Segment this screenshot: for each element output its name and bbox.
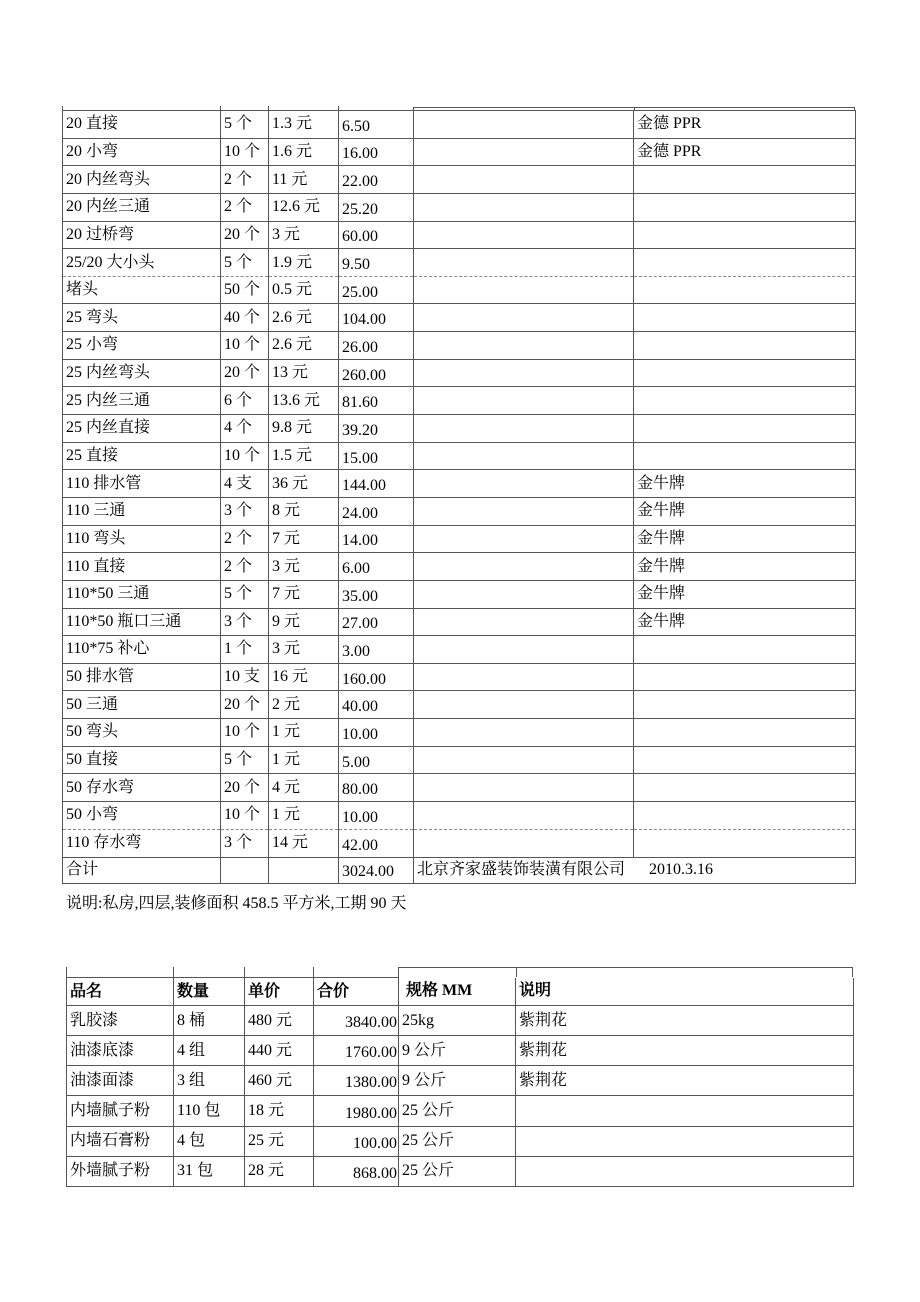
item-name-cell: 20 内丝弯头 xyxy=(63,166,221,194)
total-cell: 26.00 xyxy=(339,332,414,360)
unit-price-cell: 1.5 元 xyxy=(269,442,339,470)
spec-cell xyxy=(414,608,634,636)
table-row xyxy=(63,497,856,525)
header-product-name: 品名 xyxy=(67,978,174,1006)
table-row xyxy=(63,166,856,194)
total-cell: 5.00 xyxy=(339,746,414,774)
unit-price-cell: 2.6 元 xyxy=(269,304,339,332)
item-name-cell: 110 弯头 xyxy=(63,525,221,553)
item-name-cell: 内墙腻子粉 xyxy=(67,1096,174,1126)
item-name-cell: 50 直接 xyxy=(63,746,221,774)
brand-cell: 金牛牌 xyxy=(634,497,856,525)
table-row xyxy=(63,636,856,664)
border-stub xyxy=(173,967,174,977)
quantity-cell: 4 包 xyxy=(174,1126,245,1156)
paint-table-wrap xyxy=(66,977,853,1187)
note-cell: 紫荆花 xyxy=(516,1066,854,1096)
spec-cell: 9 公斤 xyxy=(399,1066,516,1096)
total-cell: 16.00 xyxy=(339,138,414,166)
spec-cell: 25 公斤 xyxy=(399,1156,516,1186)
raised-border-box xyxy=(398,967,853,977)
quantity-cell: 2 个 xyxy=(221,166,269,194)
item-name-cell: 油漆面漆 xyxy=(67,1066,174,1096)
unit-price-cell: 480 元 xyxy=(245,1006,314,1036)
total-cell: 80.00 xyxy=(339,774,414,802)
quantity-cell: 40 个 xyxy=(221,304,269,332)
quantity-cell: 5 个 xyxy=(221,580,269,608)
quantity-cell xyxy=(221,857,269,883)
pipe-fittings-table xyxy=(62,110,856,884)
quantity-cell: 3 个 xyxy=(221,608,269,636)
unit-price-cell: 1.6 元 xyxy=(269,138,339,166)
unit-price-cell: 13 元 xyxy=(269,359,339,387)
quantity-cell: 20 个 xyxy=(221,359,269,387)
item-name-cell: 20 内丝三通 xyxy=(63,193,221,221)
border-stub xyxy=(244,967,245,977)
item-name-cell: 110*50 瓶口三通 xyxy=(63,608,221,636)
item-name-cell: 25 弯头 xyxy=(63,304,221,332)
quantity-cell: 3 组 xyxy=(174,1066,245,1096)
quantity-cell: 10 个 xyxy=(221,802,269,830)
brand-cell: 金牛牌 xyxy=(634,525,856,553)
unit-price-cell: 25 元 xyxy=(245,1126,314,1156)
table-row xyxy=(63,359,856,387)
unit-price-cell: 13.6 元 xyxy=(269,387,339,415)
spec-cell xyxy=(414,442,634,470)
unit-price-cell: 12.6 元 xyxy=(269,193,339,221)
paint-rows xyxy=(67,1006,854,1187)
total-cell: 1980.00 xyxy=(314,1096,399,1126)
quantity-cell: 5 个 xyxy=(221,249,269,277)
spec-cell xyxy=(414,746,634,774)
total-cell: 15.00 xyxy=(339,442,414,470)
spec-cell xyxy=(414,525,634,553)
quantity-cell: 3 个 xyxy=(221,829,269,857)
total-cell: 3840.00 xyxy=(314,1006,399,1036)
spec-cell xyxy=(414,415,634,443)
brand-cell xyxy=(634,332,856,360)
total-cell: 24.00 xyxy=(339,497,414,525)
item-name-cell: 110 三通 xyxy=(63,497,221,525)
total-cell: 6.00 xyxy=(339,553,414,581)
quantity-cell: 4 个 xyxy=(221,415,269,443)
spec-cell xyxy=(414,497,634,525)
item-name-cell: 110*50 三通 xyxy=(63,580,221,608)
spec-cell xyxy=(414,221,634,249)
brand-cell xyxy=(634,249,856,277)
header-unit-price: 单价 xyxy=(245,978,314,1006)
brand-cell xyxy=(634,221,856,249)
unit-price-cell: 1.9 元 xyxy=(269,249,339,277)
header-total: 合价 xyxy=(314,978,399,1006)
unit-price-cell: 16 元 xyxy=(269,663,339,691)
table-row xyxy=(67,1006,854,1036)
quantity-cell: 5 个 xyxy=(221,111,269,139)
item-name-cell: 25 内丝直接 xyxy=(63,415,221,443)
quantity-cell: 10 个 xyxy=(221,138,269,166)
quantity-cell: 20 个 xyxy=(221,774,269,802)
item-name-cell: 油漆底漆 xyxy=(67,1036,174,1066)
table-row xyxy=(67,1096,854,1126)
raised-border-divider xyxy=(634,108,635,110)
brand-cell xyxy=(634,691,856,719)
total-cell: 40.00 xyxy=(339,691,414,719)
table-row xyxy=(63,719,856,747)
total-cell: 42.00 xyxy=(339,829,414,857)
item-name-cell: 20 小弯 xyxy=(63,138,221,166)
brand-cell xyxy=(634,774,856,802)
border-stub xyxy=(338,106,339,110)
brand-cell xyxy=(634,636,856,664)
table-row xyxy=(63,470,856,498)
total-label-cell: 合计 xyxy=(63,857,221,883)
table-row xyxy=(63,442,856,470)
quantity-cell: 110 包 xyxy=(174,1096,245,1126)
brand-cell xyxy=(634,719,856,747)
header-row xyxy=(67,978,854,1006)
quantity-cell: 31 包 xyxy=(174,1156,245,1186)
brand-cell: 金牛牌 xyxy=(634,470,856,498)
total-cell: 27.00 xyxy=(339,608,414,636)
quantity-cell: 4 支 xyxy=(221,470,269,498)
item-name-cell: 50 存水弯 xyxy=(63,774,221,802)
quantity-cell: 2 个 xyxy=(221,525,269,553)
spec-cell xyxy=(414,332,634,360)
grand-total-row xyxy=(63,857,856,883)
table-row xyxy=(63,525,856,553)
table-row xyxy=(63,774,856,802)
total-cell: 1760.00 xyxy=(314,1036,399,1066)
quantity-cell: 2 个 xyxy=(221,553,269,581)
brand-cell: 金德 PPR xyxy=(634,138,856,166)
item-name-cell: 堵头 xyxy=(63,276,221,304)
table-row xyxy=(63,608,856,636)
spec-cell xyxy=(414,719,634,747)
item-name-cell: 50 小弯 xyxy=(63,802,221,830)
item-name-cell: 20 过桥弯 xyxy=(63,221,221,249)
spec-cell: 9 公斤 xyxy=(399,1036,516,1066)
unit-price-cell: 9 元 xyxy=(269,608,339,636)
quantity-cell: 5 个 xyxy=(221,746,269,774)
total-cell: 10.00 xyxy=(339,719,414,747)
item-name-cell: 内墙石膏粉 xyxy=(67,1126,174,1156)
quantity-cell: 2 个 xyxy=(221,193,269,221)
unit-price-cell: 440 元 xyxy=(245,1036,314,1066)
brand-cell xyxy=(634,829,856,857)
quantity-cell: 8 桶 xyxy=(174,1006,245,1036)
quantity-cell: 50 个 xyxy=(221,276,269,304)
spec-cell xyxy=(414,359,634,387)
brand-cell xyxy=(634,304,856,332)
spec-cell xyxy=(414,636,634,664)
paint-table xyxy=(66,977,854,1187)
company-name: 北京齐家盛装饰装潢有限公司 xyxy=(417,861,626,879)
spec-cell xyxy=(414,691,634,719)
item-name-cell: 20 直接 xyxy=(63,111,221,139)
brand-cell xyxy=(634,442,856,470)
border-stub xyxy=(313,967,314,977)
unit-price-cell: 0.5 元 xyxy=(269,276,339,304)
brand-cell: 金牛牌 xyxy=(634,553,856,581)
unit-price-cell: 460 元 xyxy=(245,1066,314,1096)
unit-price-cell: 1 元 xyxy=(269,719,339,747)
border-stub xyxy=(220,106,221,110)
spec-cell xyxy=(414,304,634,332)
item-name-cell: 110 排水管 xyxy=(63,470,221,498)
total-cell: 35.00 xyxy=(339,580,414,608)
total-cell: 81.60 xyxy=(339,387,414,415)
spec-cell xyxy=(414,249,634,277)
quantity-cell: 10 个 xyxy=(221,332,269,360)
item-name-cell: 25 直接 xyxy=(63,442,221,470)
total-cell: 25.20 xyxy=(339,193,414,221)
item-name-cell: 25 内丝弯头 xyxy=(63,359,221,387)
item-name-cell: 110 直接 xyxy=(63,553,221,581)
table-row xyxy=(63,802,856,830)
table-row xyxy=(63,332,856,360)
brand-cell xyxy=(634,746,856,774)
spec-cell: 25kg xyxy=(399,1006,516,1036)
brand-cell xyxy=(634,276,856,304)
unit-price-cell: 1 元 xyxy=(269,802,339,830)
spec-cell xyxy=(414,138,634,166)
unit-price-cell xyxy=(269,857,339,883)
total-cell: 3.00 xyxy=(339,636,414,664)
total-cell: 104.00 xyxy=(339,304,414,332)
unit-price-cell: 28 元 xyxy=(245,1156,314,1186)
spec-cell xyxy=(414,387,634,415)
unit-price-cell: 2 元 xyxy=(269,691,339,719)
spec-cell: 25 公斤 xyxy=(399,1126,516,1156)
item-name-cell: 25/20 大小头 xyxy=(63,249,221,277)
spec-cell xyxy=(414,276,634,304)
table-row xyxy=(63,580,856,608)
brand-cell: 金牛牌 xyxy=(634,580,856,608)
total-cell: 144.00 xyxy=(339,470,414,498)
date-text: 2010.3.16 xyxy=(649,861,714,879)
note-line: 说明:私房,四层,装修面积 458.5 平方米,工期 90 天 xyxy=(66,895,407,912)
header-spec: 规格 MM xyxy=(399,978,516,1006)
header-note: 说明 xyxy=(516,978,854,1006)
table-row xyxy=(67,1066,854,1096)
table-row xyxy=(63,111,856,139)
table-row xyxy=(67,1036,854,1066)
table-row xyxy=(67,1156,854,1186)
border-stub xyxy=(66,967,67,977)
spec-cell xyxy=(414,111,634,139)
total-cell: 25.00 xyxy=(339,276,414,304)
item-name-cell: 50 三通 xyxy=(63,691,221,719)
quantity-cell: 10 个 xyxy=(221,442,269,470)
unit-price-cell: 3 元 xyxy=(269,636,339,664)
total-cell: 868.00 xyxy=(314,1156,399,1186)
company-date-cell xyxy=(414,857,856,883)
grand-total-cell: 3024.00 xyxy=(339,857,414,883)
paint-table-header xyxy=(67,978,854,1006)
table-row xyxy=(63,193,856,221)
note-cell xyxy=(516,1156,854,1186)
quantity-cell: 6 个 xyxy=(221,387,269,415)
item-name-cell: 25 小弯 xyxy=(63,332,221,360)
brand-cell xyxy=(634,415,856,443)
brand-cell xyxy=(634,359,856,387)
table-row xyxy=(63,304,856,332)
raised-border-box xyxy=(413,107,855,110)
brand-cell xyxy=(634,166,856,194)
brand-cell xyxy=(634,802,856,830)
table-row xyxy=(63,387,856,415)
total-cell: 1380.00 xyxy=(314,1066,399,1096)
total-cell: 10.00 xyxy=(339,802,414,830)
brand-cell xyxy=(634,387,856,415)
header-quantity: 数量 xyxy=(174,978,245,1006)
unit-price-cell: 7 元 xyxy=(269,580,339,608)
item-name-cell: 110 存水弯 xyxy=(63,829,221,857)
note-cell xyxy=(516,1126,854,1156)
unit-price-cell: 3 元 xyxy=(269,221,339,249)
total-cell: 100.00 xyxy=(314,1126,399,1156)
total-cell: 260.00 xyxy=(339,359,414,387)
raised-border-divider xyxy=(516,968,517,977)
unit-price-cell: 1 元 xyxy=(269,746,339,774)
quantity-cell: 10 支 xyxy=(221,663,269,691)
unit-price-cell: 36 元 xyxy=(269,470,339,498)
spec-cell xyxy=(414,802,634,830)
table-row xyxy=(63,746,856,774)
brand-cell: 金德 PPR xyxy=(634,111,856,139)
table-row xyxy=(63,663,856,691)
pipe-fittings-rows xyxy=(63,111,856,858)
unit-price-cell: 4 元 xyxy=(269,774,339,802)
spec-cell xyxy=(414,553,634,581)
item-name-cell: 50 弯头 xyxy=(63,719,221,747)
spec-cell xyxy=(414,829,634,857)
unit-price-cell: 2.6 元 xyxy=(269,332,339,360)
total-cell: 6.50 xyxy=(339,111,414,139)
unit-price-cell: 9.8 元 xyxy=(269,415,339,443)
quantity-cell: 3 个 xyxy=(221,497,269,525)
table-row xyxy=(63,691,856,719)
unit-price-cell: 14 元 xyxy=(269,829,339,857)
note-cell: 紫荆花 xyxy=(516,1036,854,1066)
table-row xyxy=(63,415,856,443)
total-cell: 160.00 xyxy=(339,663,414,691)
total-cell: 60.00 xyxy=(339,221,414,249)
quantity-cell: 1 个 xyxy=(221,636,269,664)
spec-cell xyxy=(414,580,634,608)
item-name-cell: 50 排水管 xyxy=(63,663,221,691)
spec-cell xyxy=(414,663,634,691)
pipe-fittings-table-wrap xyxy=(62,110,855,884)
total-cell: 14.00 xyxy=(339,525,414,553)
table-row xyxy=(63,249,856,277)
brand-cell xyxy=(634,663,856,691)
item-name-cell: 110*75 补心 xyxy=(63,636,221,664)
unit-price-cell: 11 元 xyxy=(269,166,339,194)
table-row xyxy=(63,553,856,581)
unit-price-cell: 1.3 元 xyxy=(269,111,339,139)
brand-cell xyxy=(634,193,856,221)
note-cell xyxy=(516,1096,854,1126)
item-name-cell: 外墙腻子粉 xyxy=(67,1156,174,1186)
spec-cell xyxy=(414,166,634,194)
spec-cell xyxy=(414,193,634,221)
total-cell: 9.50 xyxy=(339,249,414,277)
total-cell: 39.20 xyxy=(339,415,414,443)
note-cell: 紫荆花 xyxy=(516,1006,854,1036)
table-row xyxy=(63,221,856,249)
quantity-cell: 4 组 xyxy=(174,1036,245,1066)
quantity-cell: 10 个 xyxy=(221,719,269,747)
total-cell: 22.00 xyxy=(339,166,414,194)
spec-cell xyxy=(414,774,634,802)
unit-price-cell: 8 元 xyxy=(269,497,339,525)
spec-cell: 25 公斤 xyxy=(399,1096,516,1126)
unit-price-cell: 7 元 xyxy=(269,525,339,553)
table-row xyxy=(63,138,856,166)
table-row xyxy=(67,1126,854,1156)
spec-cell xyxy=(414,470,634,498)
unit-price-cell: 3 元 xyxy=(269,553,339,581)
pipe-fittings-footer xyxy=(63,857,856,883)
border-stub xyxy=(268,106,269,110)
table-row xyxy=(63,829,856,857)
quantity-cell: 20 个 xyxy=(221,221,269,249)
brand-cell: 金牛牌 xyxy=(634,608,856,636)
table-row xyxy=(63,276,856,304)
item-name-cell: 乳胶漆 xyxy=(67,1006,174,1036)
quantity-cell: 20 个 xyxy=(221,691,269,719)
border-stub xyxy=(62,106,63,110)
unit-price-cell: 18 元 xyxy=(245,1096,314,1126)
item-name-cell: 25 内丝三通 xyxy=(63,387,221,415)
